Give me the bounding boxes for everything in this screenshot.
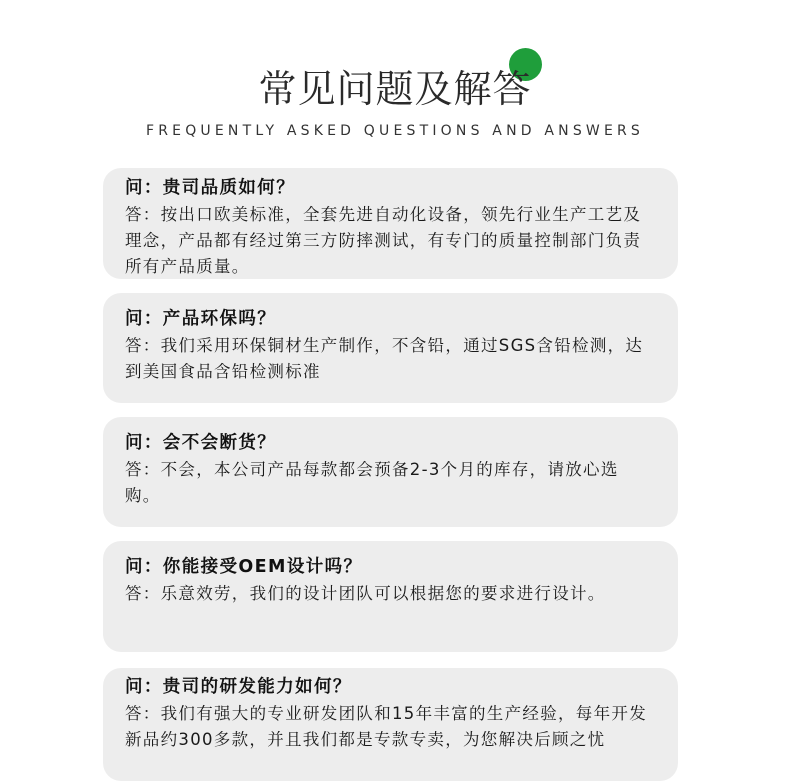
faq-item-eco: [103, 293, 678, 403]
faq-item-stock: [103, 417, 678, 527]
page-subtitle: FREQUENTLY ASKED QUESTIONS AND ANSWERS: [145, 123, 645, 139]
faq-answer: 答：我们采用环保铜材生产制作，不含铅，通过SGS含铅检测，达到美国食品含铅检测标准: [125, 336, 644, 381]
faq-question: 问：你能接受OEM设计吗？: [125, 557, 363, 577]
faq-answer: 答：不会，本公司产品每款都会预备2-3个月的库存，请放心选购。: [125, 460, 619, 505]
faq-header: [0, 0, 790, 150]
faq-answer: 答：乐意效劳，我们的设计团队可以根据您的要求进行设计。: [125, 584, 606, 603]
faq-question: 问：贵司品质如何？: [125, 178, 296, 198]
faq-question: 问：贵司的研发能力如何？: [125, 677, 352, 697]
page-title: 常见问题及解答: [258, 67, 532, 111]
faq-item-quality: [103, 168, 678, 279]
faq-answer: 答：按出口欧美标准，全套先进自动化设备，领先行业生产工艺及理念，产品都有经过第三方防摔测试，有专门的质量控制部门负责所有产品质量。: [125, 205, 642, 276]
faq-item-oem: [103, 541, 678, 652]
faq-question: 问：会不会断货？: [125, 433, 277, 453]
faq-answer: 答：我们有强大的专业研发团队和15年丰富的生产经验，每年开发新品约300多款，并且我们都是专款专卖，为您解决后顾之忧: [125, 704, 647, 749]
faq-question: 问：产品环保吗？: [125, 309, 277, 329]
faq-item-rnd: [103, 668, 678, 781]
